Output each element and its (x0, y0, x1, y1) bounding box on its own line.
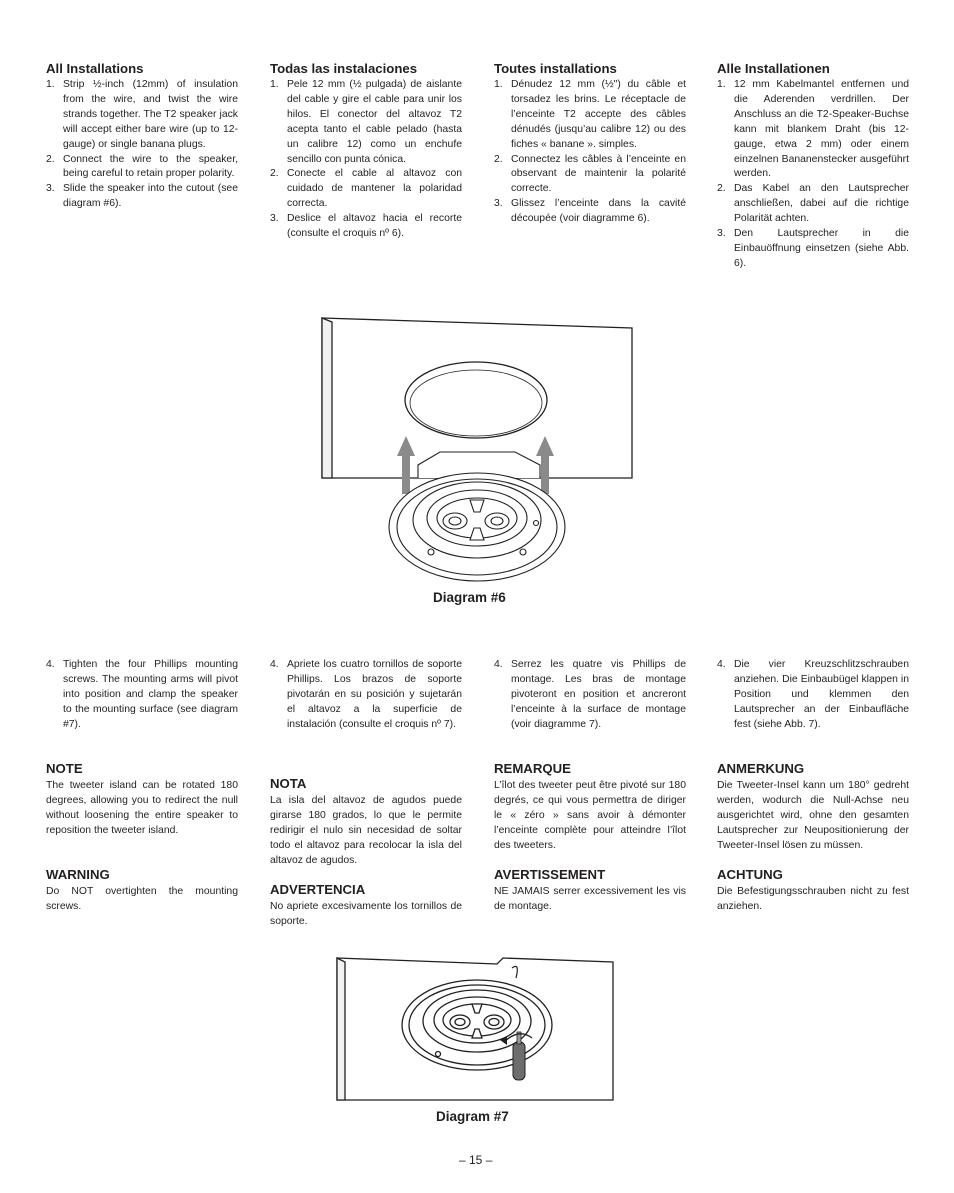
warning-text: NE JAMAIS serrer excessivement les vis de montage. (494, 886, 686, 912)
step-item: 3. Den Lautsprecher in die Einbauöffnung einsetzen (siehe Abb. 6). (717, 228, 909, 269)
step-item: 1. Pele 12 mm (½ pulgada) de aislante del cable y gire el cable para unir los hilos. El conector del altavoz T2 acepta tanto el cable pelado (hasta un calibre 12) como un enchufe sencillo con punta cónica. (270, 79, 462, 165)
heading-all-installations: All Installations (46, 61, 144, 76)
note-title: REMARQUE (494, 761, 571, 776)
step-item: 2. Connectez les câbles à l’enceinte en observant de maintenir la polarité correcte. (494, 153, 686, 195)
warning-title: AVERTISSEMENT (494, 867, 606, 882)
warning-french (494, 867, 686, 915)
step-item: 3. Glissez l’enceinte dans la cavité découpée (voir diagramme 6). (494, 198, 686, 225)
note-text: Die Tweeter-Insel kann um 180° gedreht werden, wodurch die Null-Achse neu ausgerichtet wird, ohne den gesamten Lautsprecher zur Neupositionierung der Tweeter-Insel lösen zu müssen. (717, 780, 909, 851)
note-title: NOTE (46, 761, 83, 776)
step-4-spanish (270, 658, 462, 733)
heading-alle-installationen: Alle Installationen (717, 61, 830, 76)
step-item: 2. Conecte el cable al altavoz con cuidado de mantener la polaridad correcta. (270, 168, 462, 210)
step-item: 3. Slide the speaker into the cutout (see diagram #6). (46, 183, 238, 210)
note-french (494, 761, 686, 854)
step-item: 4. Die vier Kreuzschlitzschrauben anziehen. Die Einbaubügel klappen in Position und klemmen den Lautsprecher an der Einbaufläche fest (siehe Abb. 7). (717, 659, 909, 730)
warning-english (46, 867, 238, 915)
note-title: ANMERKUNG (717, 761, 805, 776)
heading-todas-las-instalaciones: Todas las instalaciones (270, 61, 418, 76)
note-title: NOTA (270, 776, 307, 791)
step-item: 1. Dénudez 12 mm (½") du câble et torsadez les brins. Le réceptacle de l’enceinte T2 accepte des câbles dénudés (jusqu’au calibre 12) ou des fiches « banane ». simples. (494, 79, 686, 150)
note-spanish (270, 776, 462, 869)
note-english (46, 761, 238, 839)
warning-title: ADVERTENCIA (270, 882, 366, 897)
step-item: 4. Tighten the four Phillips mounting screws. The mounting arms will pivot into position and clamp the speaker to the mounting surface (see diagram #7). (46, 659, 238, 730)
step-item: 1. Strip ½-inch (12mm) of insulation from the wire, and twist the wire strands together. The T2 speaker jack will accept either bare wire (up to 12-gauge) or single banana plugs. (46, 79, 238, 150)
note-text: The tweeter island can be rotated 180 degrees, allowing you to redirect the null without loosening the entire speaker to reposition the tweeter island. (46, 780, 238, 836)
step-item: 4. Serrez les quatre vis Phillips de montage. Les bras de montage pivoteront en position et ancreront l’enceinte à la surface de montage (voir diagramme 7). (494, 659, 686, 730)
heading-toutes-installations: Toutes installations (494, 61, 617, 76)
note-text: L’îlot des tweeter peut être pivoté sur 180 degrés, ce qui vous permettra de diriger le « zéro » sans avoir à démonter l’enceinte complète pour atteindre l’îlot des tweeters. (494, 780, 686, 851)
page-number: – 15 – (459, 1153, 493, 1167)
note-german (717, 761, 909, 854)
warning-text: Die Befestigungsschrauben nicht zu fest anziehen. (717, 886, 909, 912)
ceiling-panel-edge (337, 958, 345, 1100)
warning-text: No apriete excesivamente los tornillos de soporte. (270, 901, 462, 927)
ceiling-cutout (405, 362, 547, 438)
diagram-6-caption: Diagram #6 (433, 590, 506, 605)
diagram-7-caption: Diagram #7 (436, 1109, 509, 1124)
step-4-german (717, 658, 909, 733)
warning-title: WARNING (46, 867, 110, 882)
warning-german (717, 867, 909, 915)
warning-title: ACHTUNG (717, 867, 783, 882)
note-text: La isla del altavoz de agudos puede girarse 180 grados, lo que le permite redirigir el nulo sin necesidad de soltar todo el altavoz para recolocar la isla del altavoz de agudos. (270, 795, 462, 866)
warning-spanish (270, 882, 462, 930)
warning-text: Do NOT overtighten the mounting screws. (46, 886, 238, 912)
ceiling-panel-edge (322, 318, 332, 478)
step-item: 2. Das Kabel an den Lautsprecher anschließen, dabei auf die richtige Polarität achten. (717, 183, 909, 225)
step-item: 1. 12 mm Kabelmantel entfernen und die Aderenden verdrillen. Der Anschluss an die T2-Speaker-Buchse kann mit blankem Draht (bis 12-gauge, etwa 2 mm) oder einem einzelnen Bananenstecker ausgeführt werden. (717, 79, 909, 180)
step-4-french (494, 658, 686, 733)
step-4-english (46, 658, 238, 733)
step-item: 3. Deslice el altavoz hacia el recorte (consulte el croquis nº 6). (270, 213, 462, 240)
step-item: 2. Connect the wire to the speaker, being careful to retain proper polarity. (46, 153, 238, 180)
step-item: 4. Apriete los cuatro tornillos de soporte Phillips. Los brazos de soporte pivotarán en su posición y sujetarán el altavoz a la superficie de instalación (consulte el croquis nº 7). (270, 659, 462, 730)
